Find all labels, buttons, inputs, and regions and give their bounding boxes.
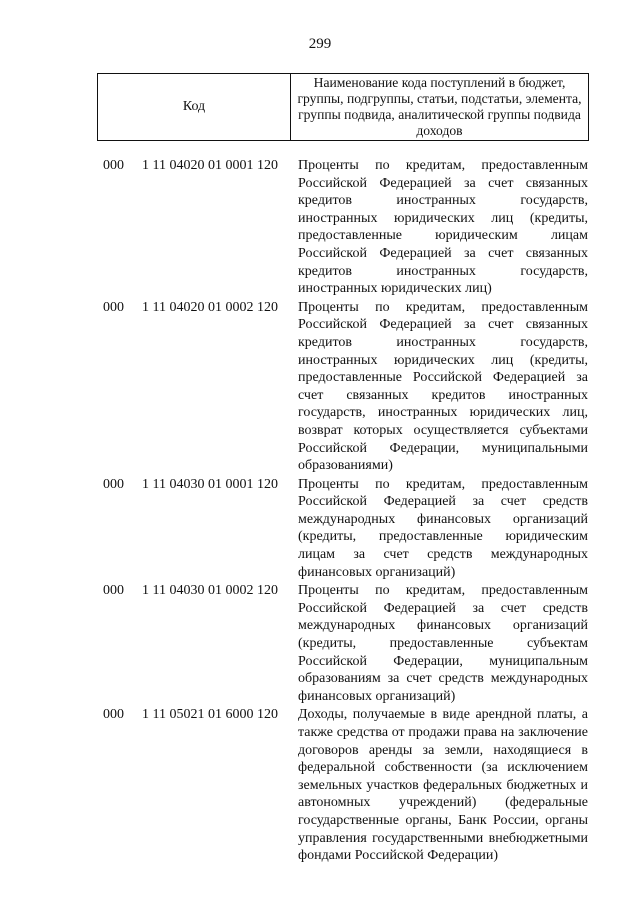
row-income-code: 1 11 04020 01 0002 120 bbox=[142, 299, 278, 315]
row-income-code: 1 11 05021 01 6000 120 bbox=[142, 707, 278, 723]
table-row bbox=[0, 582, 640, 705]
table-row bbox=[0, 299, 640, 475]
row-admin-code: 000 bbox=[103, 583, 124, 599]
row-admin-code: 000 bbox=[103, 707, 124, 723]
row-description: Проценты по кредитам, предоставленным Российской Федерацией за счет средств международных финансовых организаций (кредиты, предоставленные юридическим лицам за счет средств международных финансовых организаций) bbox=[298, 476, 588, 580]
row-description: Проценты по кредитам, предоставленным Российской Федерацией за счет средств международных финансовых организаций (кредиты, предоставленные субъектам Российской Федерации, муниципальным образованиям за счет средств международных финансовых организаций) bbox=[298, 583, 588, 704]
row-admin-code: 000 bbox=[103, 158, 124, 173]
header-name-label: Наименование кода поступлений в бюджет, группы, подгруппы, статьи, подстатьи, элемента, группы подвида, аналитической группы подвида доходов bbox=[297, 75, 582, 138]
table-header bbox=[97, 73, 589, 141]
table-body bbox=[0, 157, 640, 866]
row-description: Проценты по кредитам, предоставленным Российской Федерацией за счет связанных кредитов иностранных государств, иностранных юридических лиц (кредиты, предоставленные Российской Федерацией за счет связанных кредитов иностранных государств, иностранных юридических лиц, возврат которых осуществляется субъектами Российской Федерации, муниципальными образованиями) bbox=[298, 299, 588, 474]
row-description: Проценты по кредитам, предоставленным Российской Федерацией за счет связанных кредитов иностранных государств, иностранных юридических лиц (кредиты, предоставленные юридическим лицам Российской Федерацией за счет связанных кредитов иностранных государств, иностранных юридических лиц) bbox=[298, 158, 588, 297]
table-row bbox=[0, 706, 640, 864]
page-number: 299 bbox=[308, 36, 332, 52]
row-admin-code: 000 bbox=[103, 299, 124, 315]
table-row bbox=[0, 476, 640, 582]
row-income-code: 1 11 04020 01 0001 120 bbox=[142, 158, 278, 173]
table-row bbox=[0, 157, 640, 298]
row-income-code: 1 11 04030 01 0001 120 bbox=[142, 476, 278, 492]
header-code-label: Код bbox=[98, 74, 291, 140]
row-income-code: 1 11 04030 01 0002 120 bbox=[142, 583, 278, 599]
row-admin-code: 000 bbox=[103, 476, 124, 492]
row-description: Доходы, получаемые в виде арендной платы, а также средства от продажи права на заключение договоров аренды за земли, находящиеся в федеральной собственности (за исключением земельных участков федеральных бюджетных и автономных учреждений) (федеральные государственные органы, Банк России, органы управления государственными внебюджетными фондами Российской Федерации) bbox=[298, 707, 588, 864]
